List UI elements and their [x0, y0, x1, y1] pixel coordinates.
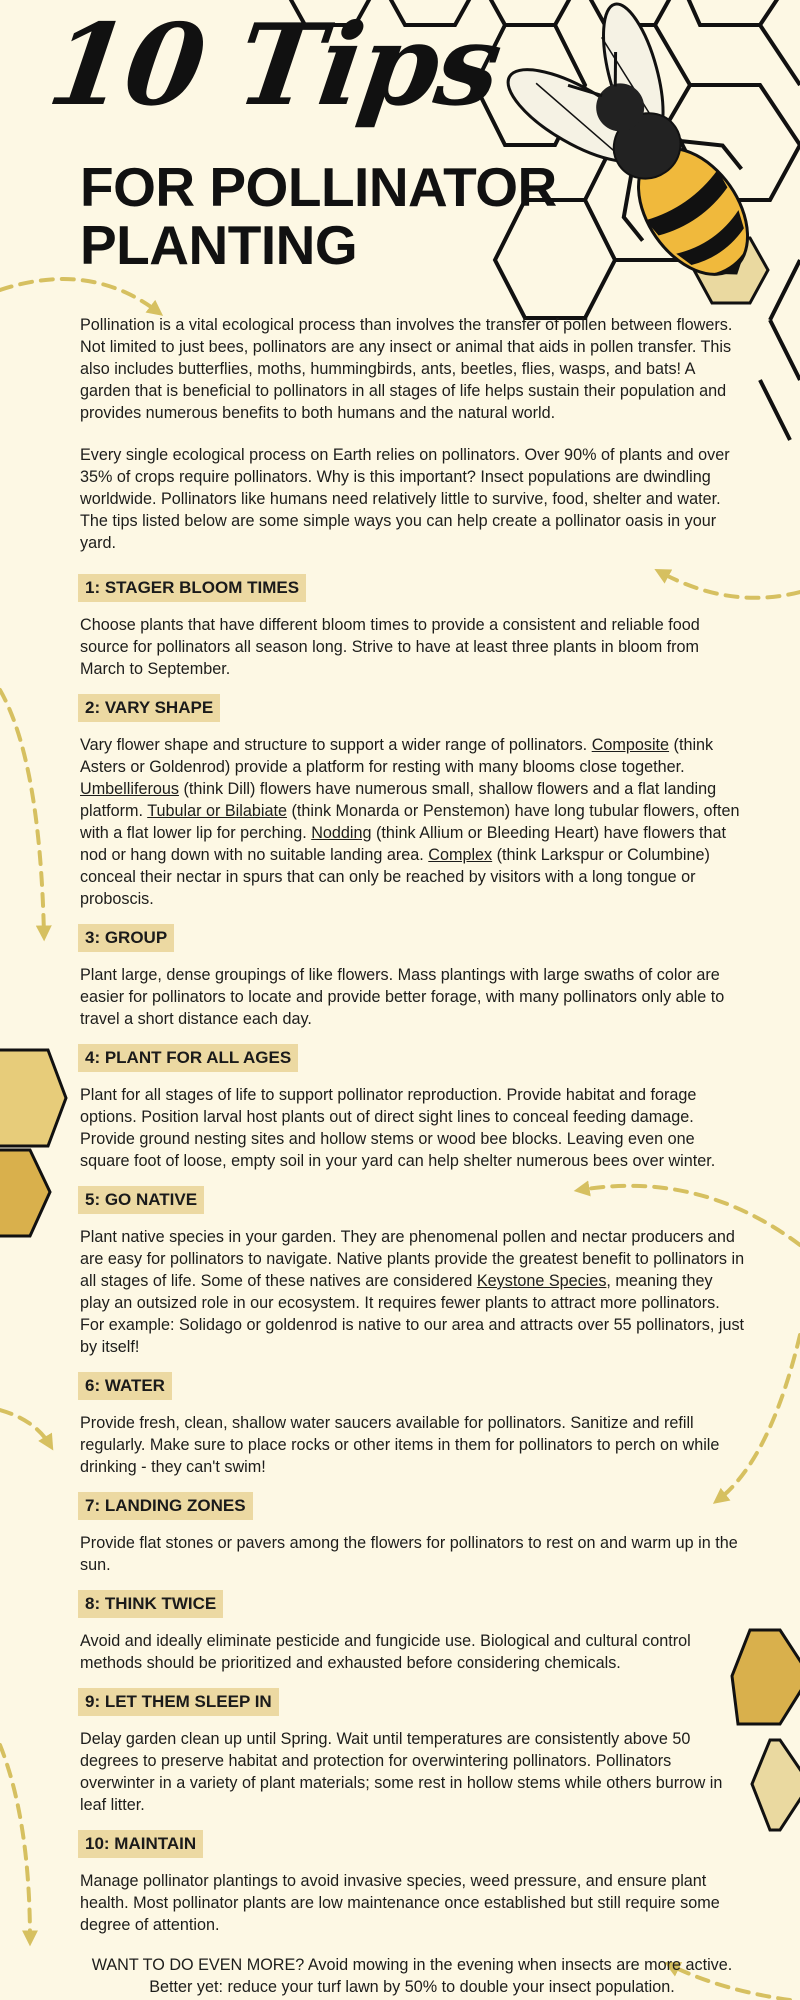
tip-heading: 6: WATER — [78, 1372, 172, 1400]
page-title — [80, 158, 557, 274]
tip-text: , meaning they play an outsized role in our ecosystem. It requires fewer plants to attract more pollinators. For example: Solidago or goldenrod is native to our area and attracts over 55 pollinators, just by itself! — [80, 1272, 745, 1356]
tip-section — [78, 924, 746, 1030]
underlined-term: Keystone Species — [476, 1272, 607, 1290]
tip-body — [80, 1728, 746, 1816]
tip-text: Vary flower shape and structure to support a wider range of pollinators. — [80, 736, 592, 754]
tip-section — [78, 574, 746, 680]
tip-text: (think Larkspur or Columbine) conceal their nectar in spurs that can only be reached by visitors with a long tongue or proboscis. — [80, 846, 710, 908]
underlined-term: Nodding — [311, 824, 372, 842]
tip-body — [80, 1630, 746, 1674]
tip-section — [78, 1830, 746, 1936]
title-line-1: FOR POLLINATOR — [80, 156, 557, 218]
tip-text: Provide flat stones or pavers among the flowers for pollinators to rest on and warm up in the sun. — [80, 1534, 738, 1574]
intro-paragraph: Pollination is a vital ecological process than involves the transfer of pollen between flowers. Not limited to just bees, pollinators are any insect or animal that aids in pollen transfer. This also includes butterflies, moths, hummingbirds, ants, beetles, flies, wasps, and bats! A garden that is beneficial to pollinators in all stages of life helps sustain their population and provides numerous benefits to both humans and the natural world. — [80, 316, 733, 422]
tip-heading: 8: THINK TWICE — [78, 1590, 223, 1618]
tip-text: (think Allium or Bleeding Heart) have flowers that nod or hang down with no suitable landing area. — [80, 824, 727, 864]
tip-section — [78, 694, 746, 910]
tip-body — [80, 964, 746, 1030]
tip-heading: 7: LANDING ZONES — [78, 1492, 253, 1520]
tip-section — [78, 1492, 746, 1576]
tip-heading: 9: LET THEM SLEEP IN — [78, 1688, 279, 1716]
intro-paragraph: Every single ecological process on Earth relies on pollinators. Over 90% of plants and over 35% of crops require pollinators. Why is this important? Insect populations are dwindling worldwide. Pollinators like humans need relatively little to survive, food, shelter and water. The tips listed below are some simple ways you can help create a pollinator oasis in your yard. — [80, 446, 730, 552]
tip-body — [80, 1870, 746, 1936]
tip-heading: 2: VARY SHAPE — [78, 694, 220, 722]
tip-section — [78, 1044, 746, 1172]
hexagon-filled — [0, 1150, 50, 1236]
title-line-2: PLANTING — [80, 214, 358, 276]
outro-text: WANT TO DO EVEN MORE? Avoid mowing in the evening when insects are more active. Better yet: reduce your turf lawn by 50% to double your insect population. — [91, 1956, 733, 1996]
tip-section — [78, 1186, 746, 1358]
tip-body — [80, 614, 746, 680]
tip-text: Plant for all stages of life to support pollinator reproduction. Provide habitat and forage options. Position larval host plants out of direct sight lines to conceal feeding damage. Provide ground nesting sites and hollow stems or wood bee blocks. Leaving even one square foot of loose, empty soil in your yard can help shelter numerous bees over winter. — [80, 1086, 716, 1170]
tip-text: (think Dill) flowers have numerous small, shallow flowers and a flat landing platform. — [80, 780, 717, 820]
tip-text: Plant large, dense groupings of like flowers. Mass plantings with large swaths of color are easier for pollinators to locate and provide better forage, with many pollinators only able to travel a short distance each day. — [80, 966, 725, 1028]
underlined-term: Tubular or Bilabiate — [147, 802, 287, 820]
tip-section — [78, 1590, 746, 1674]
tip-body — [80, 1412, 746, 1478]
hexagon-filled — [752, 1740, 800, 1830]
title-script: 10 Tips — [40, 0, 508, 131]
hexagon-filled — [0, 1050, 66, 1146]
underlined-term: Umbelliferous — [80, 780, 179, 798]
tip-text: Avoid and ideally eliminate pesticide and fungicide use. Biological and cultural control methods should be prioritized and exhausted before considering chemicals. — [80, 1632, 691, 1672]
underlined-term: Composite — [591, 736, 670, 754]
tip-text: Manage pollinator plantings to avoid invasive species, weed pressure, and ensure plant health. Most pollinator plants are low maintenance once established but still require some degree of attention. — [80, 1872, 720, 1934]
tip-heading: 3: GROUP — [78, 924, 174, 952]
tip-text: (think Monarda or Penstemon) have long tubular flowers, often with a flat lower lip for perching. — [80, 802, 740, 842]
tip-body — [80, 734, 746, 910]
tip-heading: 1: STAGER BLOOM TIMES — [78, 574, 306, 602]
tip-text: Provide fresh, clean, shallow water saucers available for pollinators. Sanitize and refill regularly. Make sure to place rocks or other items in them for pollinators to perch on while drinking - they can't swim! — [80, 1414, 720, 1476]
tip-section — [78, 1372, 746, 1478]
tip-body — [80, 1084, 746, 1172]
tip-text: Plant native species in your garden. They are phenomenal pollen and nectar producers and are easy for pollinators to navigate. Native plants provide the greatest benefit to pollinators in all stages of life. Some of these natives are considered — [80, 1228, 745, 1290]
content — [78, 314, 746, 1998]
tip-section — [78, 1688, 746, 1816]
tip-heading: 5: GO NATIVE — [78, 1186, 204, 1214]
underlined-term: Complex — [428, 846, 493, 864]
tips-list — [78, 574, 746, 1936]
tip-body — [80, 1532, 746, 1576]
tip-text: Choose plants that have different bloom times to provide a consistent and reliable food source for pollinators all season long. Strive to have at least three plants in bloom from March to September. — [80, 616, 700, 678]
tip-heading: 4: PLANT FOR ALL AGES — [78, 1044, 298, 1072]
tip-text: (think Asters or Goldenrod) provide a platform for resting with many blooms close together. — [80, 736, 714, 776]
tip-text: Delay garden clean up until Spring. Wait until temperatures are consistently above 50 degrees to preserve habitat and protection for overwintering pollinators. Pollinators overwinter in a variety of plant materials; some rest in hollow stems while others burrow in leaf litter. — [80, 1730, 723, 1814]
tip-heading: 10: MAINTAIN — [78, 1830, 203, 1858]
tip-body — [80, 1226, 746, 1358]
